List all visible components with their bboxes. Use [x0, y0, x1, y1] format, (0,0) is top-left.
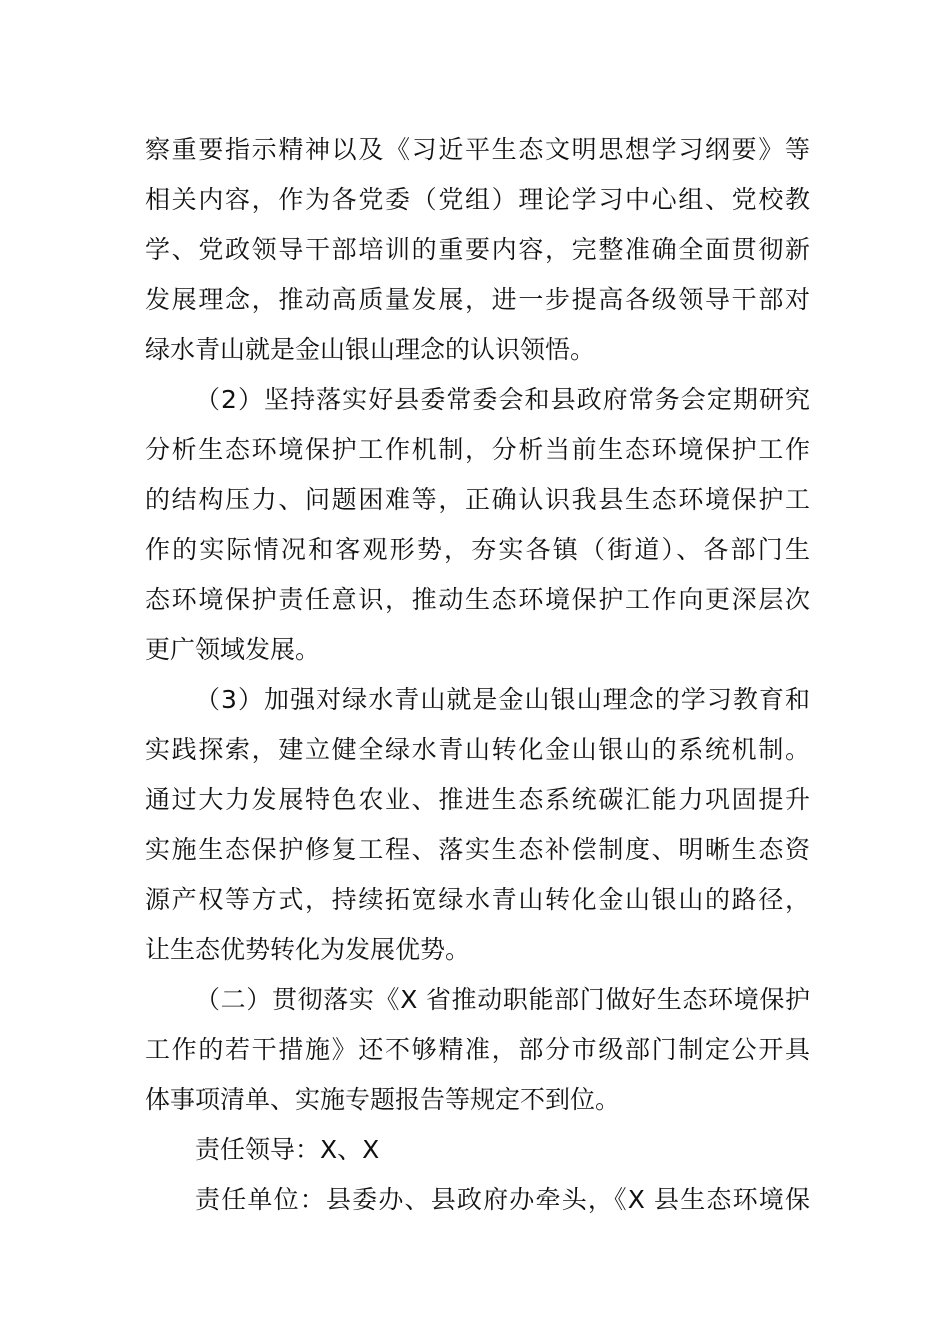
- paragraph-intro-line-1: 察重要指示精神以及《习近平生态文明思想学习纲要》等: [145, 135, 810, 164]
- responsible-leader-line: 责任领导：X、X: [195, 1135, 380, 1164]
- paragraph-item-2-line-1: （2）坚持落实好县委常委会和县政府常务会定期研究: [195, 385, 810, 414]
- document-body: [145, 125, 810, 1225]
- paragraph-intro-line-5: 绿水青山就是金山银山理念的认识领悟。: [145, 335, 596, 364]
- paragraph-item-3-line-2: 实践探索，建立健全绿水青山转化金山银山的系统机制。: [145, 735, 810, 764]
- paragraph-item-3-line-4: 实施生态保护修复工程、落实生态补偿制度、明晰生态资: [145, 835, 810, 864]
- paragraph-item-3-line-6: 让生态优势转化为发展优势。: [145, 935, 471, 964]
- section-2-line-1: （二）贯彻落实《X 省推动职能部门做好生态环境保护: [195, 985, 810, 1014]
- paragraph-intro-line-2: 相关内容，作为各党委（党组）理论学习中心组、党校教: [145, 185, 810, 214]
- paragraph-item-2-line-2: 分析生态环境保护工作机制，分析当前生态环境保护工作: [145, 435, 810, 464]
- section-2-line-3: 体事项清单、实施专题报告等规定不到位。: [145, 1085, 621, 1114]
- paragraph-item-3-line-1: （3）加强对绿水青山就是金山银山理念的学习教育和: [195, 685, 810, 714]
- paragraph-item-3-line-5: 源产权等方式，持续拓宽绿水青山转化金山银山的路径，: [145, 885, 810, 914]
- paragraph-item-2-line-5: 态环境保护责任意识，推动生态环境保护工作向更深层次: [145, 585, 810, 614]
- paragraph-item-2-line-4: 作的实际情况和客观形势，夯实各镇（街道）、各部门生: [145, 535, 810, 564]
- paragraph-item-2-line-3: 的结构压力、问题困难等，正确认识我县生态环境保护工: [145, 485, 810, 514]
- paragraph-item-3-line-3: 通过大力发展特色农业、推进生态系统碳汇能力巩固提升: [145, 785, 810, 814]
- paragraph-intro-line-4: 发展理念，推动高质量发展，进一步提高各级领导干部对: [145, 285, 810, 314]
- responsible-unit-line: 责任单位：县委办、县政府办牵头，《X 县生态环境保: [195, 1185, 810, 1214]
- paragraph-item-2-line-6: 更广领域发展。: [145, 635, 321, 664]
- section-2-line-2: 工作的若干措施》还不够精准，部分市级部门制定公开具: [145, 1035, 810, 1064]
- paragraph-intro-line-3: 学、党政领导干部培训的重要内容，完整准确全面贯彻新: [145, 235, 810, 264]
